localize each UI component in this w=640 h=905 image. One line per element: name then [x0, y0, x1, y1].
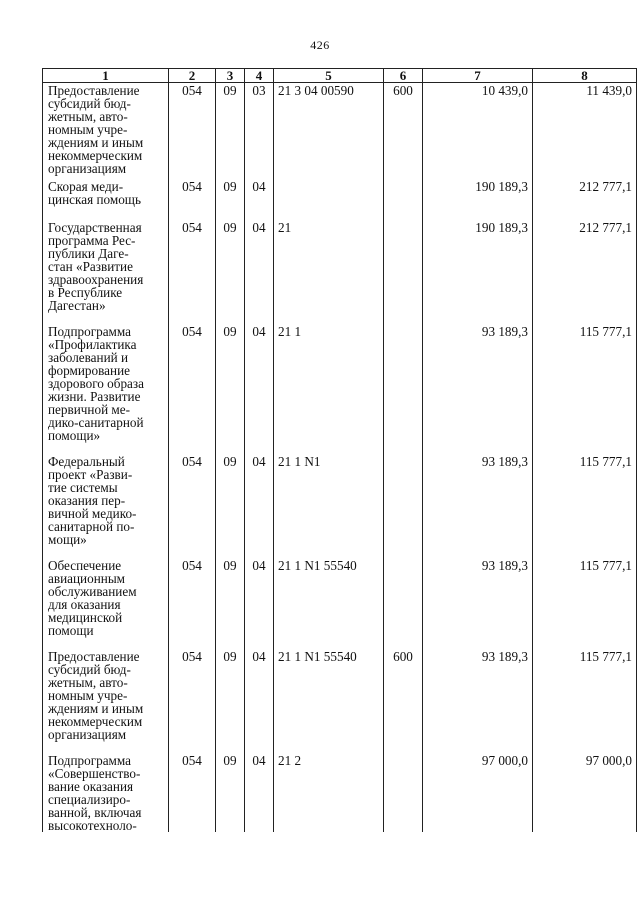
subsection-code-cell: 03 [245, 83, 274, 179]
target-article-cell: 21 1 N1 55540 [274, 558, 384, 649]
column-header: 7 [423, 69, 533, 83]
column-header: 3 [216, 69, 245, 83]
table-row [43, 753, 637, 832]
amount-col7-cell: 93 189,3 [423, 649, 533, 753]
column-header: 2 [169, 69, 216, 83]
subsection-code-cell: 04 [245, 454, 274, 558]
subsection-code-cell: 04 [245, 558, 274, 649]
amount-col8-cell: 11 439,0 [533, 83, 637, 179]
amount-col7-cell: 97 000,0 [423, 753, 533, 832]
amount-col7-cell: 93 189,3 [423, 324, 533, 454]
subsection-code-cell: 04 [245, 324, 274, 454]
section-code-cell: 09 [216, 220, 245, 324]
expense-type-cell [384, 454, 423, 558]
amount-col8-cell: 115 777,1 [533, 558, 637, 649]
row-name-cell: Подпрограмма «Совершенство- вание оказания специализиро- ванной, включая высокотехноло- [43, 753, 169, 832]
subsection-code-cell: 04 [245, 753, 274, 832]
ministry-code-cell: 054 [169, 454, 216, 558]
ministry-code-cell: 054 [169, 324, 216, 454]
amount-col7-cell: 93 189,3 [423, 454, 533, 558]
ministry-code-cell: 054 [169, 220, 216, 324]
expense-type-cell [384, 220, 423, 324]
target-article-cell: 21 [274, 220, 384, 324]
expense-type-cell [384, 179, 423, 220]
column-header: 5 [274, 69, 384, 83]
section-code-cell: 09 [216, 558, 245, 649]
amount-col7-cell: 190 189,3 [423, 220, 533, 324]
target-article-cell: 21 1 [274, 324, 384, 454]
section-code-cell: 09 [216, 753, 245, 832]
ministry-code-cell: 054 [169, 753, 216, 832]
table-row [43, 220, 637, 324]
amount-col7-cell: 10 439,0 [423, 83, 533, 179]
expense-type-cell [384, 558, 423, 649]
column-header: 8 [533, 69, 637, 83]
column-header: 6 [384, 69, 423, 83]
amount-col7-cell: 93 189,3 [423, 558, 533, 649]
section-code-cell: 09 [216, 324, 245, 454]
amount-col7-cell: 190 189,3 [423, 179, 533, 220]
budget-table [42, 68, 637, 832]
row-name-cell: Скорая меди- цинская помощь [43, 179, 169, 220]
ministry-code-cell: 054 [169, 558, 216, 649]
expense-type-cell: 600 [384, 83, 423, 179]
table-row [43, 83, 637, 179]
row-name-cell: Предоставление субсидий бюд- жетным, авто- номным учре- ждениям и иным некоммерческим организациям [43, 649, 169, 753]
amount-col8-cell: 97 000,0 [533, 753, 637, 832]
section-code-cell: 09 [216, 454, 245, 558]
column-header: 4 [245, 69, 274, 83]
subsection-code-cell: 04 [245, 649, 274, 753]
expense-type-cell: 600 [384, 649, 423, 753]
row-name-cell: Подпрограмма «Профилактика заболеваний и формирование здорового образа жизни. Развитие первичной ме- дико-санитарной помощи» [43, 324, 169, 454]
table-row [43, 558, 637, 649]
row-name-cell: Предоставление субсидий бюд- жетным, авто- номным учре- ждениям и иным некоммерческим организациям [43, 83, 169, 179]
amount-col8-cell: 115 777,1 [533, 454, 637, 558]
ministry-code-cell: 054 [169, 179, 216, 220]
expense-type-cell [384, 324, 423, 454]
section-code-cell: 09 [216, 83, 245, 179]
row-name-cell: Федеральный проект «Разви- тие системы оказания пер- вичной медико- санитарной по- мощи» [43, 454, 169, 558]
subsection-code-cell: 04 [245, 220, 274, 324]
table-row [43, 179, 637, 220]
target-article-cell: 21 1 N1 [274, 454, 384, 558]
table-row [43, 649, 637, 753]
target-article-cell: 21 2 [274, 753, 384, 832]
target-article-cell [274, 179, 384, 220]
ministry-code-cell: 054 [169, 649, 216, 753]
table-header-row [43, 69, 637, 83]
section-code-cell: 09 [216, 179, 245, 220]
amount-col8-cell: 115 777,1 [533, 324, 637, 454]
amount-col8-cell: 212 777,1 [533, 179, 637, 220]
row-name-cell: Обеспечение авиационным обслуживанием для оказания медицинской помощи [43, 558, 169, 649]
target-article-cell: 21 1 N1 55540 [274, 649, 384, 753]
table-row [43, 324, 637, 454]
subsection-code-cell: 04 [245, 179, 274, 220]
amount-col8-cell: 115 777,1 [533, 649, 637, 753]
amount-col8-cell: 212 777,1 [533, 220, 637, 324]
column-header: 1 [43, 69, 169, 83]
ministry-code-cell: 054 [169, 83, 216, 179]
section-code-cell: 09 [216, 649, 245, 753]
expense-type-cell [384, 753, 423, 832]
target-article-cell: 21 3 04 00590 [274, 83, 384, 179]
row-name-cell: Государственная программа Рес- публики Даге- стан «Развитие здравоохранения в Республике Дагестан» [43, 220, 169, 324]
table-row [43, 454, 637, 558]
page-number: 426 [310, 38, 330, 52]
